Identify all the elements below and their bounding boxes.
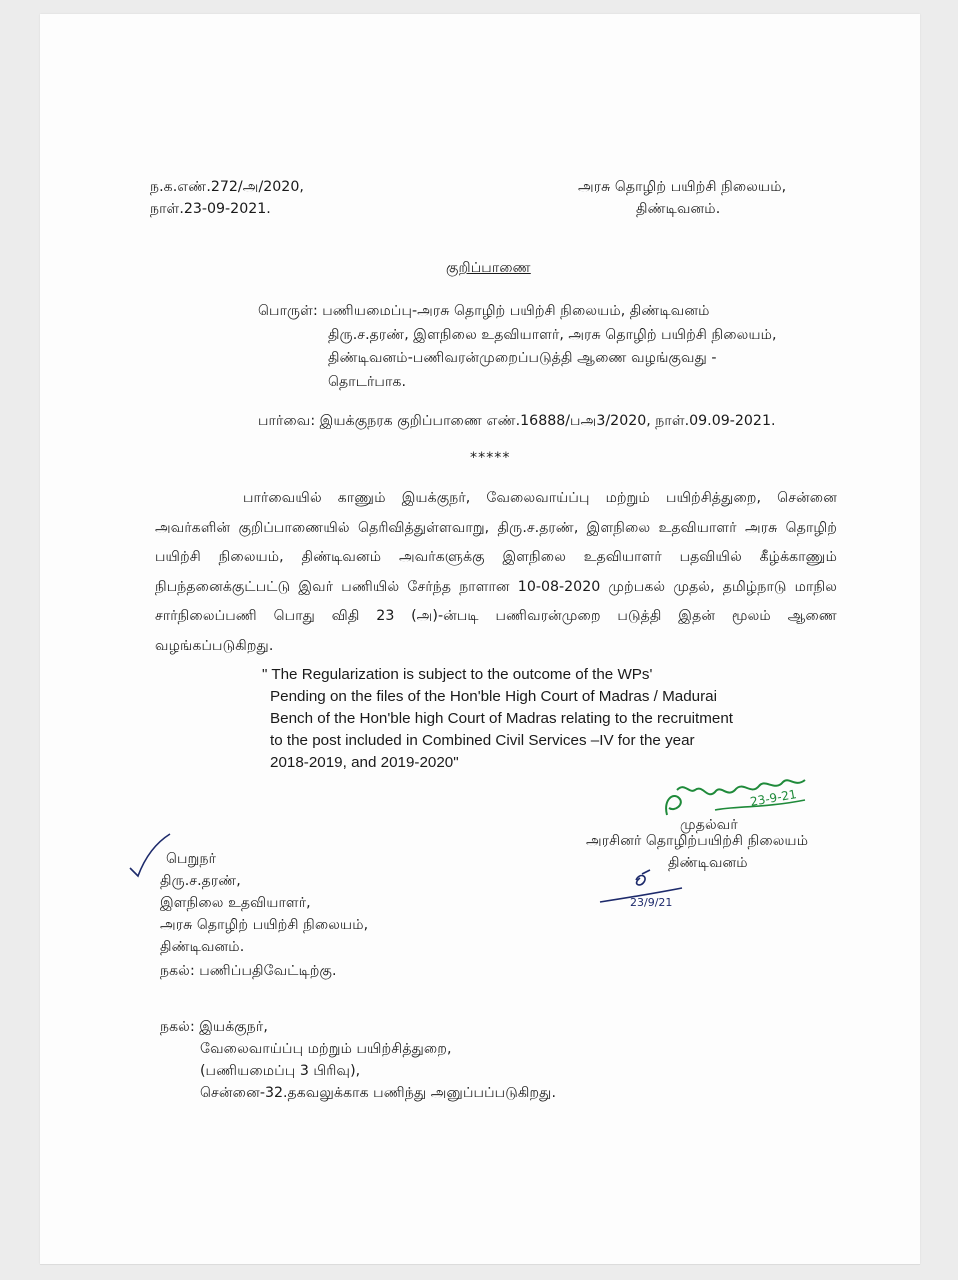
office-name: அரசு தொழிற் பயிற்சி நிலையம், <box>578 179 787 195</box>
recipient-block <box>160 848 368 958</box>
signatory-office-location: திண்டிவனம் <box>668 855 748 871</box>
reference-number: ந.க.எண்.272/அ/2020, <box>150 179 304 195</box>
reference-number-block <box>150 176 304 220</box>
subject-block <box>258 300 777 394</box>
copy-line: (பணியமைப்பு 3 பிரிவு), <box>200 1063 361 1079</box>
copy-line: சென்னை-32.தகவலுக்காக பணிந்து அனுப்பப்படுகிறது. <box>200 1085 556 1101</box>
condition-quote <box>262 664 733 774</box>
document-title: குறிப்பாணை <box>446 260 531 276</box>
svg-text:23/9/21: 23/9/21 <box>630 896 673 909</box>
recipient-office: அரசு தொழிற் பயிற்சி நிலையம், <box>160 917 369 933</box>
subject-line: பொருள்: பணியமைப்பு-அரசு தொழிற் பயிற்சி நிலையம், திண்டிவனம் <box>258 303 710 319</box>
subject-line: தொடர்பாக. <box>328 373 406 390</box>
quote-line: Bench of the Hon'ble high Court of Madras relating to the recruitment <box>270 710 733 727</box>
page-edge <box>40 1264 920 1265</box>
office-location: திண்டிவனம். <box>636 201 721 217</box>
quote-line: to the post included in Combined Civil Services –IV for the year <box>270 732 695 749</box>
quote-line: Pending on the files of the Hon'ble High Court of Madras / Madurai <box>270 688 717 705</box>
copy-heading: நகல்: இயக்குநர், <box>160 1019 268 1035</box>
recipient-heading: பெறுநர் <box>166 851 216 867</box>
recipient-name: திரு.ச.தரண், <box>160 873 241 889</box>
quote-line: " The Regularization is subject to the outcome of the WPs' <box>262 666 653 683</box>
copy-to-director-block <box>160 1016 556 1104</box>
signatory-designation: முதல்வர் <box>680 817 738 833</box>
svg-text:23-9-21: 23-9-21 <box>749 787 798 809</box>
body-text: பார்வையில் காணும் இயக்குநர், வேலைவாய்ப்பு மற்றும் பயிற்சித்துறை, சென்னை அவர்களின் குறிப்பாணையில் தெரிவித்துள்ளவாறு, திரு.ச.தரண், இளநிலை உதவியாளர் அரசு தொழிற் பயிற்சி நிலையம், திண்டிவனம் அவர்களுக்கு இளநிலை உதவியாளர் பதவியில் கீழ்க்காணும் நிபந்தனைக்குட்பட்டு இவர் பணியில் சேர்ந்த நாளான 10-08-2020 முற்பகல் முதல், தமிழ்நாடு மாநில சார்நிலைப்பணி பொது விதி 23 (அ)-ன்படி பணிவரன்முறை படுத்தி இதன் மூலம் ஆணை வழங்கப்படுகிறது. <box>155 490 837 654</box>
document-date: நாள்.23-09-2021. <box>150 201 271 217</box>
reference-line: பார்வை: இயக்குநரக குறிப்பாணை எண்.16888/பஅ3/2020, நாள்.09.09-2021. <box>258 413 776 429</box>
subject-line: திரு.ச.தரண், இளநிலை உதவியாளர், அரசு தொழிற் பயிற்சி நிலையம், <box>328 326 777 343</box>
recipient-location: திண்டிவனம். <box>160 939 245 955</box>
body-paragraph <box>155 484 837 661</box>
copy-to-service-register: நகல்: பணிப்பதிவேட்டிற்கு. <box>160 963 337 979</box>
issuing-office-block <box>578 176 786 220</box>
separator: ***** <box>470 450 511 466</box>
signatory-office-name: அரசினர் தொழிற்பயிற்சி நிலையம் <box>586 833 809 849</box>
recipient-designation: இளநிலை உதவியாளர், <box>160 895 311 911</box>
quote-line: 2018-2019, and 2019-2020" <box>270 754 459 771</box>
initials-mark <box>596 866 686 910</box>
subject-line: திண்டிவனம்-பணிவரன்முறைப்படுத்தி ஆணை வழங்குவது - <box>328 350 717 366</box>
copy-line: வேலைவாய்ப்பு மற்றும் பயிற்சித்துறை, <box>200 1041 452 1057</box>
